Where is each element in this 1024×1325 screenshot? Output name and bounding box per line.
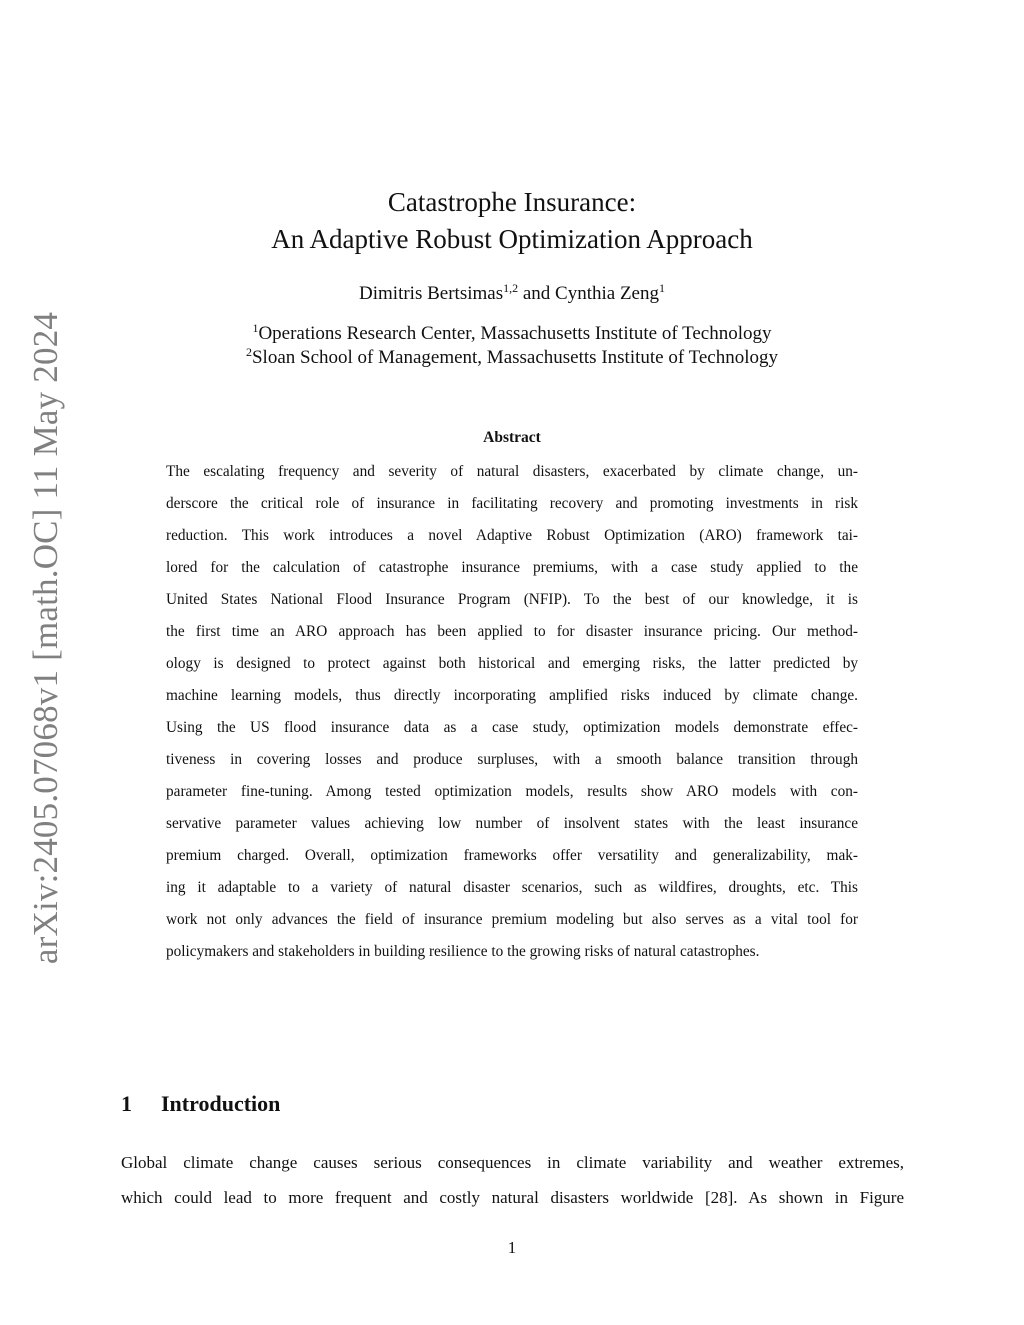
abstract-line: ology is designed to protect against both historical and emerging risks, the latter predicted by bbox=[166, 655, 858, 672]
arxiv-identifier-stamp: arXiv:2405.07068v1 [math.OC] 11 May 2024 bbox=[26, 311, 65, 965]
author-affiliation-marker: 1 bbox=[658, 281, 665, 295]
paper-title-line-2: An Adaptive Robust Optimization Approach bbox=[271, 224, 753, 254]
author-affiliation-marker: 1,2 bbox=[503, 281, 519, 295]
abstract-line: derscore the critical role of insurance in facilitating recovery and promoting investments in risk bbox=[166, 495, 858, 512]
abstract-line: Using the US flood insurance data as a case study, optimization models demonstrate effec- bbox=[166, 719, 858, 736]
abstract-line: reduction. This work introduces a novel Adaptive Robust Optimization (ARO) framework tai- bbox=[166, 527, 858, 544]
section-heading bbox=[121, 1091, 280, 1117]
abstract-line: tiveness in covering losses and produce surpluses, with a smooth balance transition through bbox=[166, 751, 858, 768]
abstract-line: lored for the calculation of catastrophe insurance premiums, with a case study applied to the bbox=[166, 559, 858, 576]
abstract-line: the first time an ARO approach has been applied to for disaster insurance pricing. Our method- bbox=[166, 623, 858, 640]
affiliation bbox=[0, 346, 1024, 370]
body-text-line: which could lead to more frequent and costly natural disasters worldwide [28]. As shown in Figure bbox=[121, 1188, 904, 1207]
abstract-heading: Abstract bbox=[483, 429, 541, 446]
section-title: Introduction bbox=[161, 1091, 281, 1116]
abstract-line: United States National Flood Insurance Program (NFIP). To the best of our knowledge, it is bbox=[166, 591, 858, 608]
body-text-line: Global climate change causes serious consequences in climate variability and weather extremes, bbox=[121, 1153, 904, 1172]
affiliation-marker: 1 bbox=[252, 321, 259, 335]
abstract-line: parameter fine-tuning. Among tested optimization models, results show ARO models with con- bbox=[166, 783, 858, 800]
affiliation-marker: 2 bbox=[245, 345, 252, 359]
affiliation-text: Sloan School of Management, Massachusetts Institute of Technology bbox=[251, 347, 778, 368]
section-number: 1 bbox=[121, 1091, 132, 1116]
abstract-line: The escalating frequency and severity of natural disasters, exacerbated by climate change, un- bbox=[166, 463, 858, 480]
paper-title-line-1: Catastrophe Insurance: bbox=[387, 187, 637, 217]
author-connector: and bbox=[518, 283, 556, 304]
author-name: Cynthia Zeng bbox=[555, 283, 659, 304]
affiliation-text: Operations Research Center, Massachusetts Institute of Technology bbox=[258, 323, 772, 344]
abstract-line: servative parameter values achieving low number of insolvent states with the least insurance bbox=[166, 815, 858, 832]
page-number: 1 bbox=[507, 1238, 517, 1257]
author-list bbox=[0, 281, 1024, 307]
abstract-line: premium charged. Overall, optimization frameworks offer versatility and generalizability, mak- bbox=[166, 847, 858, 864]
abstract-line: work not only advances the field of insurance premium modeling but also serves as a vital tool for bbox=[166, 911, 858, 928]
abstract-line: ing it adaptable to a variety of natural disaster scenarios, such as wildfires, droughts, etc. This bbox=[166, 879, 858, 896]
affiliation bbox=[0, 322, 1024, 346]
abstract-line: policymakers and stakeholders in building resilience to the growing risks of natural catastrophes. bbox=[166, 943, 760, 960]
author-name: Dimitris Bertsimas bbox=[359, 283, 504, 304]
abstract-line: machine learning models, thus directly incorporating amplified risks induced by climate change. bbox=[166, 687, 858, 704]
